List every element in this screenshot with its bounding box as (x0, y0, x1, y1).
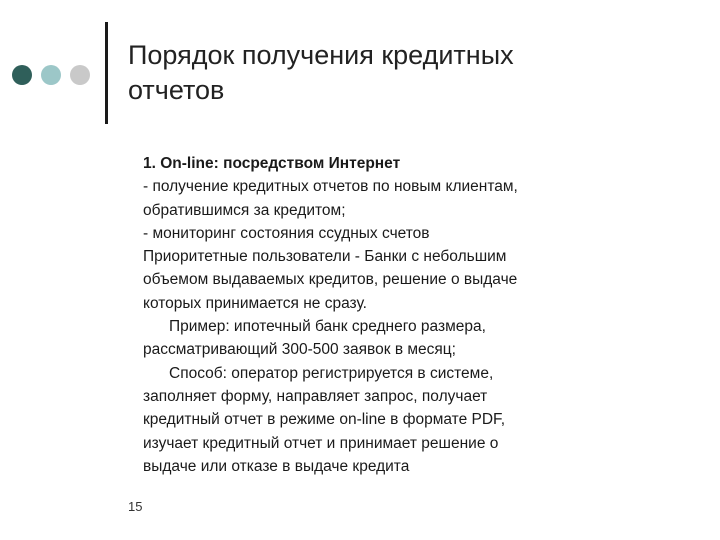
decor-dot-gray (70, 65, 90, 85)
body-heading: 1. On-line: посредством Интернет (143, 155, 401, 172)
body-line: - получение кредитных отчетов по новым клиентам, (143, 178, 518, 196)
slide-title-line-1: Порядок получения кредитных (128, 40, 514, 70)
body-line: заполняет форму, направляет запрос, получает (143, 387, 488, 405)
body-line: изучает кредитный отчет и принимает решение о (143, 434, 499, 452)
decor-dot-dark (12, 65, 32, 85)
body-line: - мониторинг состояния ссудных счетов (143, 224, 430, 242)
body-line: обратившимся за кредитом; (143, 201, 346, 219)
body-line: Приоритетные пользователи - Банки с небольшим (143, 248, 507, 266)
body-line-example: Пример: ипотечный банк среднего размера, (169, 318, 486, 336)
body-line: которых принимается не сразу. (143, 294, 367, 312)
body-line: выдаче или отказе в выдаче кредита (143, 457, 410, 475)
slide-body (143, 152, 583, 478)
body-line: объемом выдаваемых кредитов, решение о выдаче (143, 271, 518, 289)
body-line-method: Способ: оператор регистрируется в системе, (169, 364, 494, 382)
body-line: рассматривающий 300-500 заявок в месяц; (143, 341, 456, 359)
title-divider (105, 22, 108, 124)
slide-title-line-2: отчетов (128, 75, 225, 105)
slide-number: 15 (128, 499, 143, 514)
decor-dot-teal (41, 65, 61, 85)
body-line: кредитный отчет в режиме on-line в формате PDF, (143, 411, 506, 429)
slide-title (128, 38, 688, 108)
